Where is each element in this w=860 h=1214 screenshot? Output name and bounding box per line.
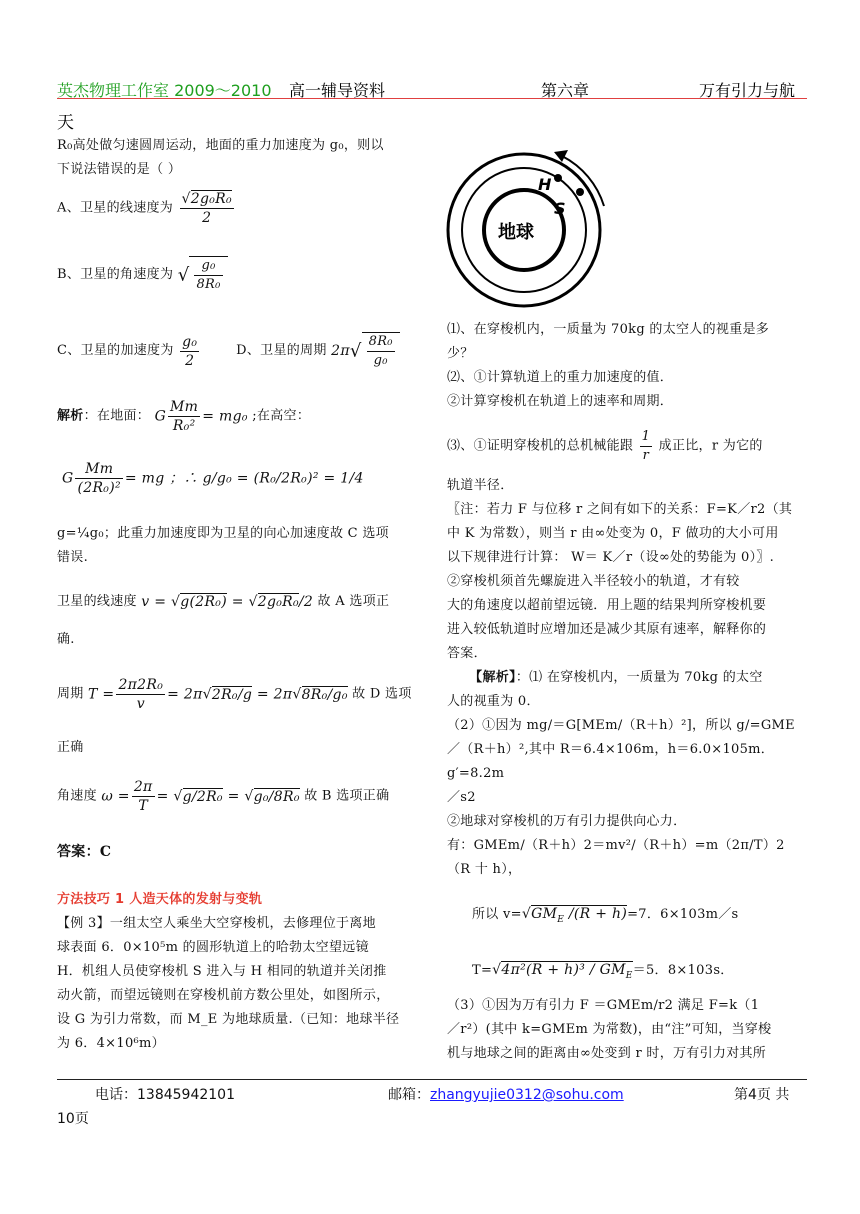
- q3-post: 成正比，r 为它的: [658, 438, 763, 454]
- omega-frac: $\frac{2\pi}{T}$: [133, 779, 153, 814]
- s-label: S: [554, 199, 566, 218]
- solution-line: 有：GMEm/（R＋h）2＝mv²/（R＋h）=m（2π/T）2: [447, 838, 785, 853]
- formula-ground-rhs: = mg₀: [202, 408, 248, 425]
- note-line: 〖注：若力 F 与位移 r 之间有如下的关系：F=K／r2（其: [447, 502, 793, 517]
- period-label: 周期: [57, 686, 84, 702]
- questions: [447, 318, 809, 414]
- omega-sym: ω =: [101, 788, 130, 805]
- velocity-formula: v = √g(2R₀) = √2g₀R₀/2: [141, 594, 314, 610]
- method-title: 方法技巧 1 人造天体的发射与变轨: [57, 892, 263, 907]
- option-d-formula: 2π: [331, 343, 350, 359]
- q3-frac: $\frac{1}{r}$: [641, 429, 651, 463]
- solution-line: （2）①因为 mg/＝G[MEm/（R＋h）²]，所以 g/=GME: [447, 718, 795, 733]
- period-result: [472, 958, 734, 988]
- solution-line: ／（R＋h）²,其中 R＝6.4×106m，h＝6.0×105m．g′=8.2m: [447, 742, 775, 781]
- option-c-label: C、卫星的加速度为: [57, 343, 174, 358]
- notes: [447, 474, 809, 882]
- omega-rest: = √g/2R₀ = √g₀/8R₀: [156, 788, 300, 805]
- header-title: 万有引力与航: [699, 81, 796, 100]
- header-rule: [57, 98, 807, 99]
- intro-line: 下说法错误的是（ ）: [57, 162, 182, 177]
- example-line: 【例 3】一组太空人乘坐大空穿梭机，去修理位于离地: [57, 916, 376, 931]
- header-title-wrap: 天: [57, 113, 74, 133]
- note-line: 中 K 为常数），则当 r 由∞处变为 0，F 做功的大小可用: [447, 526, 779, 541]
- final-lines: [447, 994, 809, 1066]
- velocity-line: [57, 590, 389, 615]
- solution-line: （R 十 h），: [447, 862, 522, 877]
- example-line: 为 6．4×10⁶m）: [57, 1036, 165, 1051]
- option-c-formula: $\frac{\text{g₀}}{2}$: [182, 333, 198, 369]
- footer-rule: [57, 1079, 807, 1080]
- note-line: 以下规律进行计算： W＝ K／r（设∞处的势能为 0）〗.: [447, 550, 775, 565]
- example-3: [57, 912, 419, 1056]
- solution-line: ／s2: [447, 790, 476, 805]
- orbit-figure: [442, 140, 612, 310]
- option-d-sqrt: √ $\frac{\text{8R₀}}{\text{g₀}}$: [350, 332, 400, 370]
- g-relation-line: g=¼g₀；此重力加速度即为卫星的向心加速度故 C 选项: [57, 526, 389, 541]
- header-subject: 高一辅导资料: [289, 81, 386, 100]
- example-line: 设 G 为引力常数，而 M_E 为地球质量.（已知：地球半径: [57, 1012, 400, 1027]
- g-relation: [57, 522, 417, 570]
- t-result-label: T=: [472, 963, 493, 978]
- left-column: [57, 134, 417, 182]
- shuttle-dot: [576, 188, 584, 196]
- telescope-dot: [554, 174, 562, 182]
- option-b-formula: √ $\frac{\text{g₀}}{\text{8R₀}}$: [178, 256, 228, 294]
- so-result: =7．6×103m／s: [627, 907, 739, 922]
- period-line: [57, 676, 412, 713]
- note-line: 大的角速度以超前望远镜．用上题的结果判所穿梭机要: [447, 598, 767, 613]
- email-label: 邮箱：: [388, 1087, 430, 1103]
- omega-label: 角速度: [57, 788, 97, 804]
- footer-email: [388, 1084, 624, 1104]
- option-d-label: D、卫星的周期: [236, 343, 327, 358]
- option-a: [57, 190, 236, 227]
- header-chapter: 第六章: [541, 81, 590, 100]
- period-rest: = 2π√2R₀/g = 2π√8R₀/g₀: [167, 686, 348, 703]
- formula-ground-frac: $\frac{Mm}{\text{R₀²}}$: [170, 399, 199, 434]
- earth-label: 地球: [498, 222, 534, 243]
- footer-phone: 电话：13845942101: [95, 1087, 235, 1103]
- question-line: ②计算穿梭机在轨道上的速率和周期．: [447, 394, 674, 409]
- omega-tail: 故 B 选项正确: [304, 788, 390, 804]
- period-tail: 故 D 选项: [352, 686, 412, 702]
- g-relation-line: 错误.: [57, 550, 89, 565]
- solution-text: ：⑴ 在穿梭机内，一质量为 70kg 的太空: [515, 670, 763, 685]
- formula-high: G $\frac{Mm}{\text{(2R₀)²}}$ = mg ；∴ g/g₀ = (R₀/2R₀)² = 1/4: [62, 461, 364, 496]
- example-line: 球表面 6．0×10⁵m 的圆形轨道上的哈勃太空望远镜: [57, 940, 369, 955]
- email-link[interactable]: zhangyujie0312@sohu.com: [430, 1087, 624, 1103]
- velocity-label: 卫星的线速度: [57, 594, 137, 609]
- velocity-tail-2: 确.: [57, 632, 75, 647]
- velocity-tail: 故 A 选项正: [317, 594, 390, 609]
- analysis-high: ;在高空：: [252, 408, 311, 424]
- option-b-label: B、卫星的角速度为: [57, 267, 174, 282]
- solution-line: 人的视重为 0．: [447, 694, 540, 709]
- h-label: H: [538, 175, 552, 194]
- footer-page-total: 10页: [57, 1111, 89, 1127]
- header-studio: 英杰物理工作室 2009～2010: [57, 81, 272, 100]
- period-T: T =: [88, 686, 115, 703]
- example-line: 动火箭，而望远镜则在穿梭机前方数公里处，如图所示，: [57, 988, 390, 1003]
- solution-line: ②地球对穿梭机的万有引力提供向心力．: [447, 814, 687, 829]
- analysis-label: 解析: [57, 408, 84, 424]
- so-formula: $√GM_E$ /(R + h): [521, 906, 628, 925]
- question-line: ⑵、①计算轨道上的重力加速度的值．: [447, 370, 674, 385]
- option-a-label: A、卫星的线速度为: [57, 200, 174, 216]
- note-line: 答案．: [447, 646, 487, 661]
- question-line: 少？: [447, 346, 474, 361]
- question-line: ⑴、在穿梭机内，一质量为 70kg 的太空人的视重是多: [447, 322, 770, 337]
- period-tail-2: 正确: [57, 740, 84, 755]
- analysis-ground: ：在地面：: [83, 408, 151, 424]
- t-result-formula: $√4\pi^2(R + h)^3 / GM_E$: [492, 962, 633, 981]
- solution-label: 【解析】: [469, 670, 516, 685]
- analysis-line: [57, 398, 310, 435]
- page-header: [57, 78, 807, 100]
- question-3: [447, 428, 809, 465]
- final-line: ／r²）(其中 k=GMEm 为常数)，由“注”可知，当穿梭: [447, 1022, 772, 1037]
- solution-line: [447, 666, 809, 690]
- q3-pre: ⑶、①证明穿梭机的总机械能跟: [447, 438, 634, 454]
- t-result: ＝5．8×103s．: [632, 963, 734, 978]
- final-line: （3）①因为万有引力 F ＝GMEm/r2 满足 F=k（1: [447, 998, 760, 1013]
- note-line: ②穿梭机须首先螺旋进入半径较小的轨道，才有较: [447, 574, 740, 589]
- velocity-result: [472, 902, 739, 932]
- final-line: 机与地球之间的距离由∞处变到 r 时，万有引力对其所: [447, 1046, 767, 1061]
- footer-page: 第4页 共: [734, 1087, 790, 1103]
- option-c-d: [57, 332, 400, 370]
- example-line: H．机组人员使穿梭机 S 进入与 H 相同的轨道并关闭推: [57, 964, 387, 979]
- period-frac: $\frac{\text{2π2R₀}}{v}$: [118, 677, 164, 712]
- so-label: 所以 v=: [472, 907, 522, 922]
- q3-line2: 轨道半径．: [447, 478, 514, 493]
- option-a-formula: $\frac{\text{√2g₀R₀}}{2}$: [181, 191, 232, 226]
- answer: 答案：C: [57, 844, 112, 860]
- formula-ground: G: [154, 408, 167, 425]
- option-b: [57, 256, 228, 294]
- omega-line: [57, 778, 389, 815]
- intro-line: R₀高处做匀速圆周运动，地面的重力加速度为 g₀，则以: [57, 138, 384, 153]
- note-line: 进入较低轨道时应增加还是减少其原有速率，解释你的: [447, 622, 767, 637]
